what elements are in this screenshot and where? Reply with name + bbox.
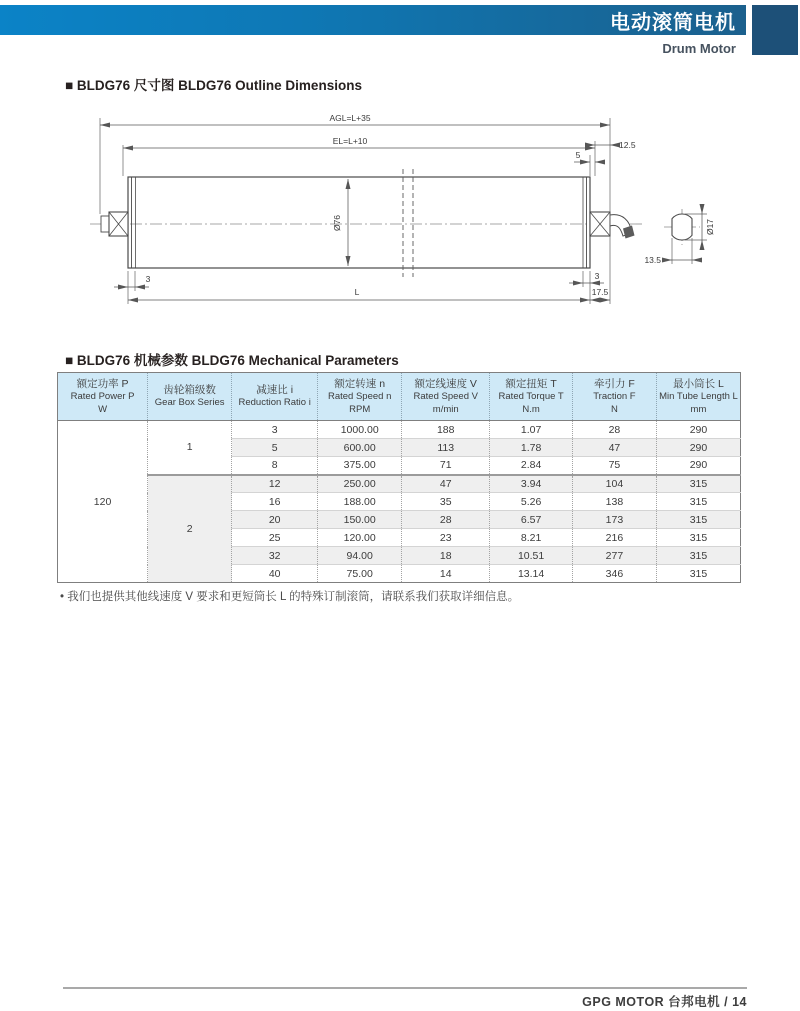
column-header: 额定线速度 V Rated Speed V m/min (402, 373, 490, 421)
outline-section-title: ■ BLDG76 尺寸图 BLDG76 Outline Dimensions (65, 78, 362, 93)
column-header: 减速比 i Reduction Ratio i (232, 373, 318, 421)
table-cell: 120 (58, 421, 148, 583)
column-header: 齿轮箱级数 Gear Box Series (148, 373, 232, 421)
column-header: 额定转速 n Rated Speed n RPM (318, 373, 402, 421)
table-cell: 16 (232, 493, 318, 511)
table-cell: 6.57 (490, 511, 573, 529)
table-cell: 14 (402, 565, 490, 583)
table-cell: 18 (402, 547, 490, 565)
table-cell: 1.78 (490, 439, 573, 457)
parameters-section-title: ■ BLDG76 机械参数 BLDG76 Mechanical Parameters (65, 353, 399, 368)
column-header: 额定扭矩 T Rated Torque T N.m (490, 373, 573, 421)
column-header: 最小筒长 L Min Tube Length L mm (656, 373, 740, 421)
header-accent-square (752, 5, 798, 55)
table-cell: 250.00 (318, 475, 402, 493)
table-cell: 75 (572, 457, 656, 475)
table-cell: 2.84 (490, 457, 573, 475)
table-cell: 5 (232, 439, 318, 457)
table-cell: 5.26 (490, 493, 573, 511)
parameters-table-head-row (58, 373, 741, 421)
dim-17-5-label: 17.5 (591, 287, 609, 297)
page-subtitle-en: Drum Motor (662, 41, 736, 56)
dim-dia76-label: Ø76 (332, 214, 342, 232)
dim-3-left-label: 3 (145, 274, 151, 284)
table-cell: 13.14 (490, 565, 573, 583)
table-cell: 173 (572, 511, 656, 529)
table-cell: 138 (572, 493, 656, 511)
dim-agl-label: AGL=L+35 (329, 113, 371, 123)
dim-dia17-label: Ø17 (705, 218, 715, 236)
table-cell: 40 (232, 565, 318, 583)
table-cell: 1.07 (490, 421, 573, 439)
table-cell: 150.00 (318, 511, 402, 529)
table-cell: 12 (232, 475, 318, 493)
outline-drawing (60, 105, 760, 320)
table-cell: 346 (572, 565, 656, 583)
table-cell: 277 (572, 547, 656, 565)
shaft-cross-section (672, 214, 692, 240)
table-cell: 104 (572, 475, 656, 493)
table-cell: 28 (402, 511, 490, 529)
table-cell: 32 (232, 547, 318, 565)
table-cell: 600.00 (318, 439, 402, 457)
parameters-table-body (58, 421, 741, 583)
table-cell: 8.21 (490, 529, 573, 547)
table-cell: 3.94 (490, 475, 573, 493)
table-cell: 47 (402, 475, 490, 493)
table-cell: 120.00 (318, 529, 402, 547)
page-title-cn: 电动滚筒电机 (610, 11, 736, 34)
table-cell: 20 (232, 511, 318, 529)
table-cell: 94.00 (318, 547, 402, 565)
table-cell: 8 (232, 457, 318, 475)
dim-12-5-label: 12.5 (619, 140, 636, 150)
table-cell: 25 (232, 529, 318, 547)
table-cell: 315 (656, 547, 740, 565)
dim-3-right-label: 3 (594, 271, 600, 281)
table-cell: 47 (572, 439, 656, 457)
table-cell: 315 (656, 565, 740, 583)
dim-el-label: EL=L+10 (332, 136, 368, 146)
extension-lines (100, 118, 707, 304)
right-shaft (590, 212, 635, 239)
table-cell: 188.00 (318, 493, 402, 511)
mechanical-parameters-table (57, 372, 741, 583)
table-cell: 1 (148, 421, 232, 475)
table-cell: 71 (402, 457, 490, 475)
table-cell: 23 (402, 529, 490, 547)
dim-13-5-label: 13.5 (644, 255, 661, 265)
table-cell: 290 (656, 439, 740, 457)
table-cell: 188 (402, 421, 490, 439)
break-lines (403, 169, 413, 277)
table-cell: 290 (656, 421, 740, 439)
table-cell: 10.51 (490, 547, 573, 565)
table-cell: 315 (656, 529, 740, 547)
dim-l-label: L (354, 287, 360, 297)
drum-body (128, 177, 590, 268)
table-cell: 3 (232, 421, 318, 439)
table-cell: 113 (402, 439, 490, 457)
column-header: 额定功率 P Rated Power P W (58, 373, 148, 421)
table-cell: 315 (656, 511, 740, 529)
table-cell: 315 (656, 475, 740, 493)
column-header: 牵引力 F Traction F N (572, 373, 656, 421)
table-cell: 35 (402, 493, 490, 511)
table-row (58, 475, 741, 493)
dimension-lines (100, 125, 702, 300)
table-cell: 216 (572, 529, 656, 547)
header-banner (0, 5, 746, 35)
table-cell: 28 (572, 421, 656, 439)
table-cell: 315 (656, 493, 740, 511)
table-row (58, 421, 741, 439)
table-cell: 75.00 (318, 565, 402, 583)
table-cell: 1000.00 (318, 421, 402, 439)
dim-5-label: 5 (575, 150, 581, 160)
table-cell: 2 (148, 475, 232, 583)
table-cell: 375.00 (318, 457, 402, 475)
footer-brand-page: GPG MOTOR 台邦电机 / 14 (582, 995, 747, 1009)
footer-divider (63, 987, 747, 989)
custom-order-note: • 我们也提供其他线速度 V 要求和更短筒长 L 的特殊订制滚筒，请联系我们获取详细信息。 (60, 591, 520, 603)
table-cell: 290 (656, 457, 740, 475)
left-shaft (101, 212, 128, 236)
